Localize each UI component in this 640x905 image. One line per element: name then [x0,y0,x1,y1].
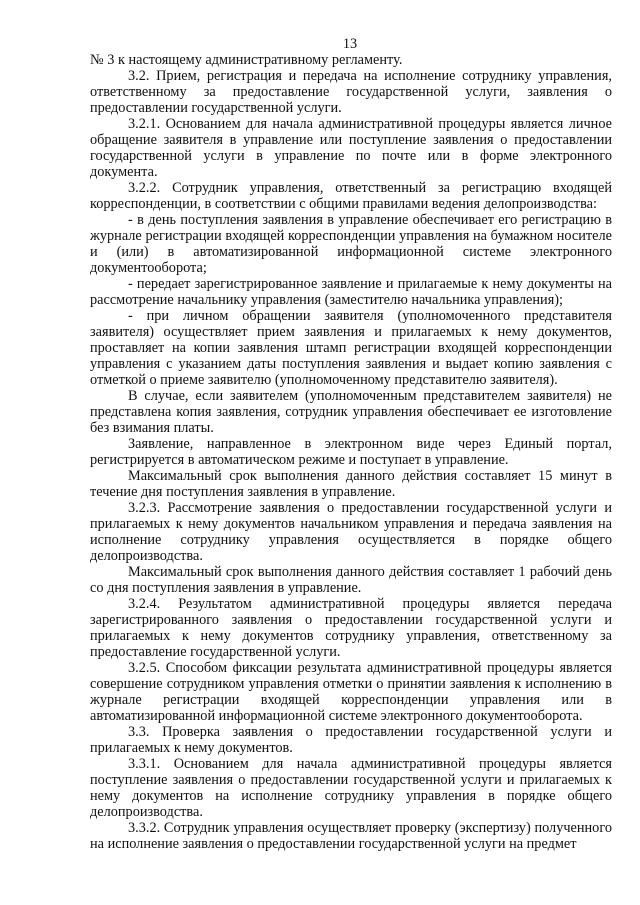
document-body [90,52,612,852]
paragraph-3-2-2: 3.2.2. Сотрудник управления, ответственный за регистрацию входящей корреспонденции, в соответствии с общими правилами ведения делопроизводства: [90,180,612,212]
section-heading-3-2: 3.2. Прием, регистрация и передача на исполнение сотруднику управления, ответственному за предоставление государственной услуги, заявления о предоставлении государственной услуги. [90,68,612,116]
paragraph-max-time-15-min: Максимальный срок выполнения данного действия составляет 15 минут в течение дня поступления заявления в управление. [90,468,612,500]
paragraph-electronic: Заявление, направленное в электронном виде через Единый портал, регистрируется в автоматическом режиме и поступает в управление. [90,436,612,468]
paragraph-3-2-5: 3.2.5. Способом фиксации результата административной процедуры является совершение сотрудником управления отметки о принятии заявления к исполнению в журнале регистрации входящей корреспонденции управления или в автоматизированной информационной системе электронного документооборота. [90,660,612,724]
paragraph-3-2-4: 3.2.4. Результатом административной процедуры является передача зарегистрированного заявления о предоставлении государственной услуги и прилагаемых к нему документов сотруднику управления, ответственному за предоставление государственной услуги. [90,596,612,660]
paragraph-3-2-1: 3.2.1. Основанием для начала административной процедуры является личное обращение заявителя в управление или поступление заявления о предоставлении государственной услуги в управление по почте или в форме электронного документа. [90,116,612,180]
paragraph-copy-note: В случае, если заявителем (уполномоченным представителем заявителя) не представлена копия заявления, сотрудник управления обеспечивает ее изготовление без взимания платы. [90,388,612,436]
paragraph-3-2-3: 3.2.3. Рассмотрение заявления о предоставлении государственной услуги и прилагаемых к нему документов начальником управления и передача заявления на исполнение сотруднику управления осуществляется в порядке общего делопроизводства. [90,500,612,564]
paragraph-max-time-1-day: Максимальный срок выполнения данного действия составляет 1 рабочий день со дня поступления заявления в управление. [90,564,612,596]
page-number: 13 [342,36,358,52]
section-heading-3-3: 3.3. Проверка заявления о предоставлении государственной услуги и прилагаемых к нему документов. [90,724,612,756]
list-item-registration: - в день поступления заявления в управление обеспечивает его регистрацию в журнале регистрации входящей корреспонденции управления на бумажном носителе и (или) в автоматизированной информационной системе электронного документооборота; [90,212,612,276]
list-item-transfer: - передает зарегистрированное заявление и прилагаемые к нему документы на рассмотрение начальнику управления (заместителю начальника управления); [90,276,612,308]
paragraph-3-3-2: 3.3.2. Сотрудник управления осуществляет проверку (экспертизу) полученного на исполнение заявления о предоставлении государственной услуги на предмет [90,820,612,852]
list-item-personal-appeal: - при личном обращении заявителя (уполномоченного представителя заявителя) осуществляет прием заявления и прилагаемых к нему документов, проставляет на копии заявления штамп регистрации входящей корреспонденции управления с указанием даты поступления заявления и выдает копию заявления с отметкой о приеме заявителю (уполномоченному представителю заявителя). [90,308,612,388]
paragraph-3-3-1: 3.3.1. Основанием для начала административной процедуры является поступление заявления о предоставлении государственной услуги и прилагаемых к нему документов на исполнение сотруднику управления в порядке общего делопроизводства. [90,756,612,820]
paragraph-continuation: № 3 к настоящему административному регламенту. [90,52,403,68]
